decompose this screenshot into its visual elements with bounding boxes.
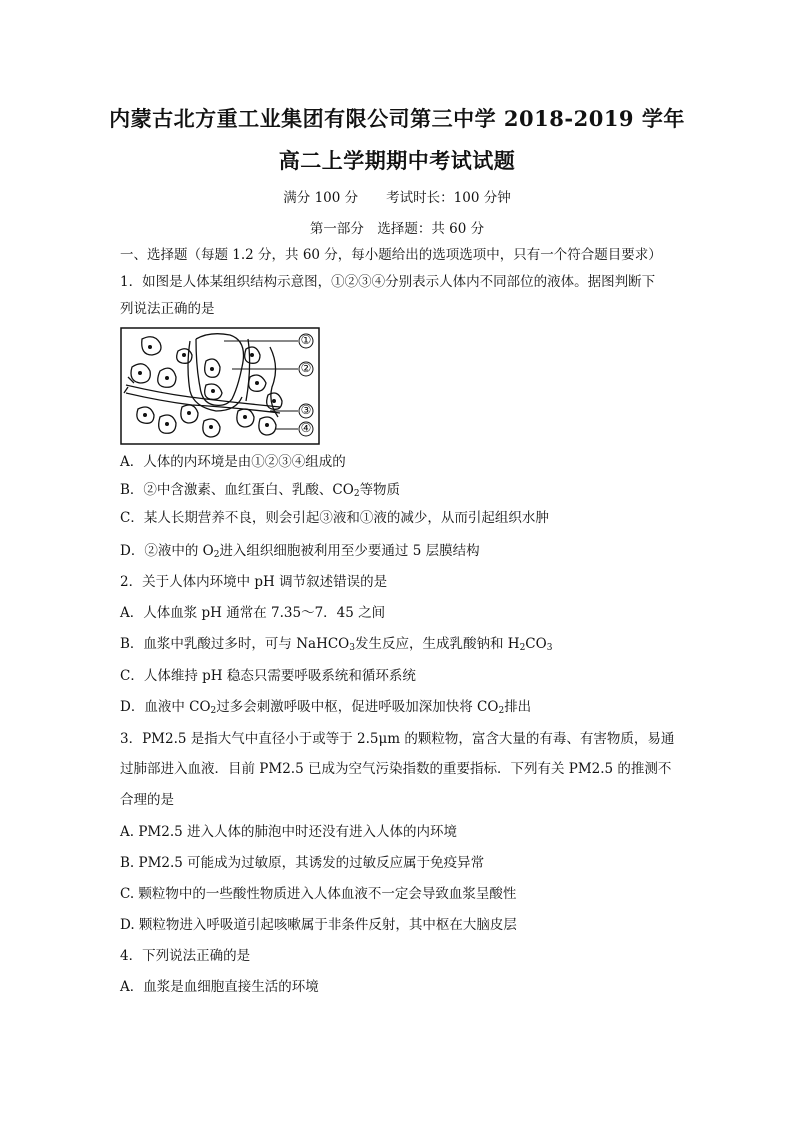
q1-stem-line2: 列说法正确的是 <box>120 301 215 317</box>
q1-option-a: A．人体的内环境是由①②③④组成的 <box>120 454 346 470</box>
q1-option-d: D．②液中的 $O_2$进入组织细胞被利用至少要通过 5 层膜结构 <box>120 543 480 560</box>
q2-option-a: A．人体血浆 pH 通常在 7.35～7．45 之间 <box>120 605 386 621</box>
q3-option-a: A. PM2.5 进入人体的肺泡中时还没有进入人体的内环境 <box>120 824 457 840</box>
figure-label-2: ② <box>300 361 312 375</box>
part-heading: 第一部分 选择题：共 60 分 <box>309 221 485 237</box>
q3-option-d: D. 颗粒物进入呼吸道引起咳嗽属于非条件反射，其中枢在大脑皮层 <box>120 917 517 933</box>
q3-stem-line3: 合理的是 <box>120 792 174 808</box>
q4-option-a: A．血浆是血细胞直接生活的环境 <box>120 979 319 995</box>
q1-option-b: B．②中含激素、血红蛋白、乳酸、$CO_2$等物质 <box>120 482 401 499</box>
figure-label-3: ③ <box>300 403 312 417</box>
q3-option-c: C. 颗粒物中的一些酸性物质进入人体血液不一定会导致血浆呈酸性 <box>120 886 517 902</box>
full-score: 满分 100 分 <box>283 190 359 206</box>
q1-stem-line1: 1．如图是人体某组织结构示意图，①②③④分别表示人体内不同部位的液体。据图判断下 <box>120 274 656 290</box>
exam-title-line1: 内蒙古北方重工业集团有限公司第三中学 2018-2019 学年 <box>109 106 685 131</box>
section-instructions: 一、选择题（每题 1.2 分，共 60 分，每小题给出的选项选项中，只有一个符合题目要求） <box>120 247 662 263</box>
q2-option-c: C．人体维持 pH 稳态只需要呼吸系统和循环系统 <box>120 668 416 684</box>
duration: 考试时长：100 分钟 <box>386 190 511 206</box>
q3-stem-line1: 3．PM2.5 是指大气中直径小于或等于 2.5μm 的颗粒物，富含大量的有毒、有害物质，易通 <box>120 731 675 747</box>
figure-label-1: ① <box>300 333 312 347</box>
q3-stem-line2: 过肺部进入血液．目前 PM2.5 已成为空气污染指数的重要指标．下列有关 PM2.5 的推测不 <box>120 761 672 777</box>
exam-meta <box>0 186 794 206</box>
figure-label-4: ④ <box>300 421 312 435</box>
q3-option-b: B. PM2.5 可能成为过敏原，其诱发的过敏反应属于免疫异常 <box>120 855 485 871</box>
q4-stem: 4．下列说法正确的是 <box>120 948 251 964</box>
q1-option-c: C．某人长期营养不良，则会引起③液和①液的减少，从而引起组织水肿 <box>120 510 549 526</box>
q2-option-b: B．血浆中乳酸过多时，可与 NaHCO$_3$发生反应，生成乳酸钠和 $H_2CO_3$ <box>120 636 553 653</box>
q2-stem: 2．关于人体内环境中 pH 调节叙述错误的是 <box>120 574 388 590</box>
exam-title-line2: 高二上学期期中考试试题 <box>278 148 516 173</box>
q2-option-d: D．血液中 $CO_2$过多会刺激呼吸中枢，促进呼吸加深加快将 $CO_2$排出 <box>120 699 532 716</box>
tissue-structure-diagram <box>120 327 320 445</box>
